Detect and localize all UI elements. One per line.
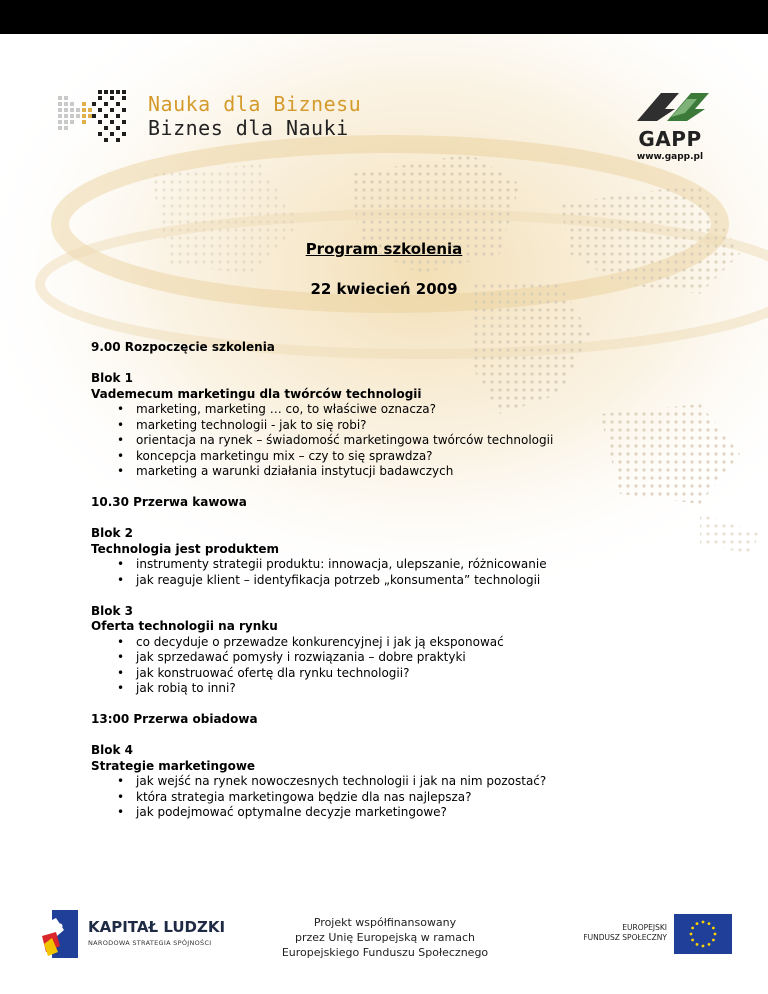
list-item: • jak konstruować ofertę dla rynku technologii? bbox=[91, 666, 711, 682]
gapp-url: www.gapp.pl bbox=[636, 152, 704, 162]
project-line-1: Projekt współfinansowany bbox=[313, 916, 457, 929]
kapital-ludzki-emblem-icon bbox=[38, 908, 82, 960]
list-item: • orientacja na rynek – świadomość marketingowa twórców technologii bbox=[91, 433, 711, 449]
project-line-3: Europejskiego Funduszu Społecznego bbox=[281, 946, 489, 959]
block-label: Blok 2 bbox=[91, 526, 134, 540]
gapp-arrows-icon bbox=[627, 85, 713, 125]
block-heading: Strategie marketingowe bbox=[91, 758, 256, 773]
block-label: Blok 1 bbox=[91, 371, 134, 385]
list-item: • jak sprzedawać pomysły i rozwiązania – dobre praktyki bbox=[91, 650, 711, 666]
logo-text bbox=[148, 92, 361, 140]
block-3-list bbox=[91, 635, 711, 697]
list-item: • jak wejść na rynek nowoczesnych technologii i jak na nim pozostać? bbox=[91, 774, 711, 790]
list-item: • koncepcja marketingu mix – czy to się sprawdza? bbox=[91, 449, 711, 465]
project-line-2: przez Unię Europejską w ramach bbox=[295, 931, 475, 944]
efs-line-2: FUNDUSZ SPOŁECZNY bbox=[583, 933, 667, 942]
list-item: • która strategia marketingowa będzie dla nas najlepsza? bbox=[91, 790, 711, 806]
block-2-list bbox=[91, 557, 711, 588]
document-date: 22 kwiecień 2009 bbox=[310, 280, 458, 298]
kapital-ludzki-title: KAPITAŁ LUDZKI bbox=[88, 918, 226, 936]
kapital-ludzki-subtitle: NARODOWA STRATEGIA SPÓJNOŚCI bbox=[88, 939, 212, 947]
list-item: • jak podejmować optymalne decyzje marketingowe? bbox=[91, 805, 711, 821]
coffee-break: 10.30 Przerwa kawowa bbox=[91, 495, 247, 509]
list-item: • instrumenty strategii produktu: innowacja, ulepszanie, różnicowanie bbox=[91, 557, 711, 573]
program-content bbox=[91, 340, 711, 821]
start-line: 9.00 Rozpoczęcie szkolenia bbox=[91, 340, 275, 354]
list-item: • jak reaguje klient – identyfikacja potrzeb „konsumenta” technologii bbox=[91, 573, 711, 589]
logo-line-1: Nauka dla Biznesu bbox=[148, 92, 362, 116]
nauka-dla-biznesu-logo-icon bbox=[58, 88, 138, 148]
list-item: • co decyduje o przewadze konkurencyjnej i jak ją eksponować bbox=[91, 635, 711, 651]
list-item: • marketing technologii - jak to się robi? bbox=[91, 418, 711, 434]
block-heading: Technologia jest produktem bbox=[91, 541, 280, 556]
gapp-name: GAPP bbox=[638, 127, 702, 151]
lunch-break: 13:00 Przerwa obiadowa bbox=[91, 712, 258, 726]
gapp-logo bbox=[625, 85, 715, 162]
efs-line-1: EUROPEJSKI bbox=[622, 923, 667, 932]
top-black-bar bbox=[0, 0, 768, 34]
eu-flag-icon bbox=[674, 914, 732, 954]
efs-label bbox=[575, 923, 667, 943]
block-label: Blok 4 bbox=[91, 743, 134, 757]
list-item: • marketing a warunki działania instytucji badawczych bbox=[91, 464, 711, 480]
project-info bbox=[255, 915, 515, 960]
list-item: • marketing, marketing … co, to właściwe oznacza? bbox=[91, 402, 711, 418]
list-item: • jak robią to inni? bbox=[91, 681, 711, 697]
block-heading: Oferta technologii na rynku bbox=[91, 619, 278, 633]
block-4-list bbox=[91, 774, 711, 821]
block-label: Blok 3 bbox=[91, 603, 134, 618]
document-title: Program szkolenia bbox=[305, 240, 463, 258]
block-1-list bbox=[91, 402, 711, 480]
logo-line-2: Biznes dla Nauki bbox=[148, 116, 349, 140]
block-heading: Vademecum marketingu dla twórców technologii bbox=[91, 386, 422, 401]
